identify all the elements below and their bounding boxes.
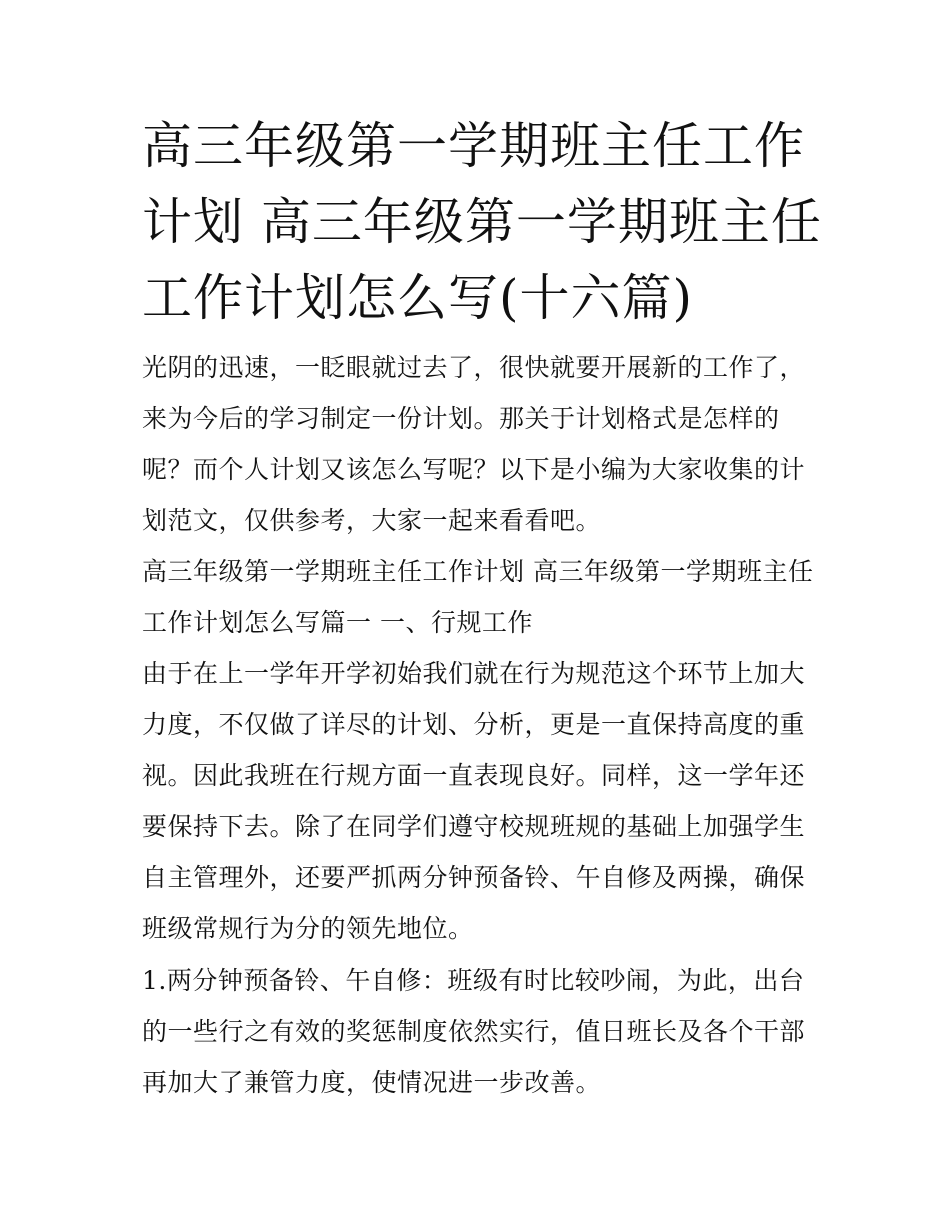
document-page	[142, 108, 822, 1108]
document-title: 高三年级第一学期班主任工作计划 高三年级第一学期班主任工作计划怎么写(十六篇)	[142, 117, 822, 327]
body-paragraph-2: 1.两分钟预备铃、午自修：班级有时比较吵闹，为此，出台的一些行之有效的奖惩制度依然实行，值日班长及各个干部再加大了兼管力度，使情况进一步改善。	[142, 966, 806, 1097]
section-heading: 高三年级第一学期班主任工作计划 高三年级第一学期班主任工作计划怎么写篇一 一、行规工作	[142, 557, 814, 637]
intro-paragraph: 光阴的迅速，一眨眼就过去了，很快就要开展新的工作了，来为今后的学习制定一份计划。那关于计划格式是怎样的呢？而个人计划又该怎么写呢？以下是小编为大家收集的计划范文，仅供参考，大家一起来看看吧。	[142, 353, 806, 535]
body-paragraph-1: 由于在上一学年开学初始我们就在行为规范这个环节上加大力度，不仅做了详尽的计划、分析，更是一直保持高度的重视。因此我班在行规方面一直表现良好。同样，这一学年还要保持下去。除了在同学们遵守校规班规的基础上加强学生自主管理外，还要严抓两分钟预备铃、午自修及两操，确保班级常规行为分的领先地位。	[142, 659, 806, 943]
